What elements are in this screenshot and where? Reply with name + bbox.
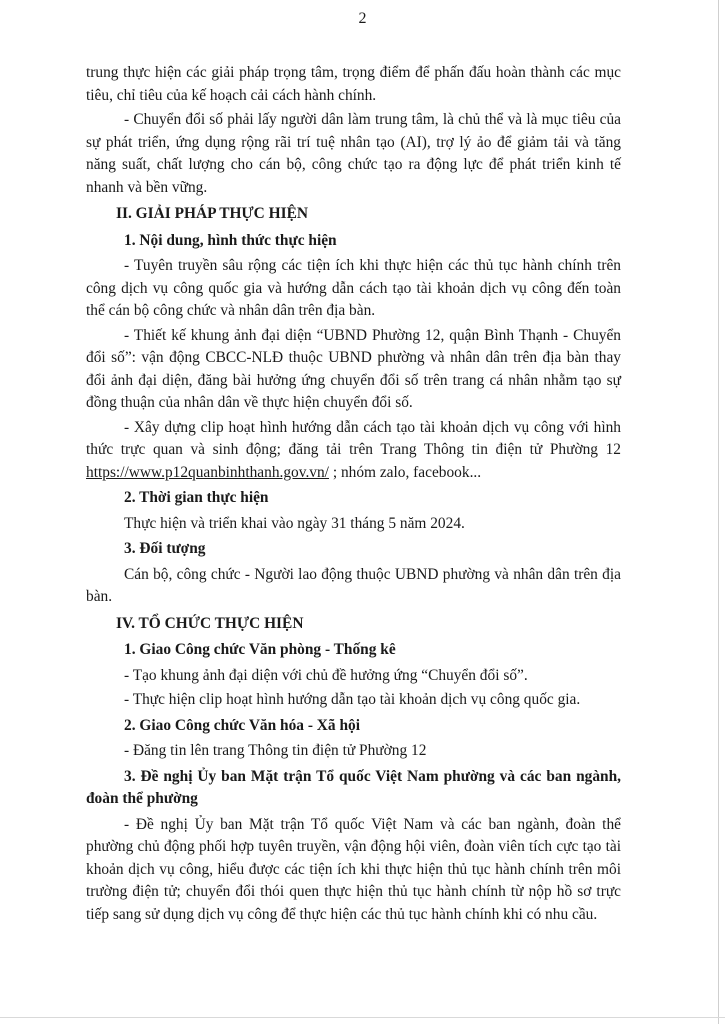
subheading-culture-society: 2. Giao Công chức Văn hóa - Xã hội (124, 716, 360, 734)
page-number: 2 (358, 10, 367, 27)
paragraph-avatar-task: - Tạo khung ảnh đại diện với chủ đề hưởng ứng “Chuyển đổi số”. (124, 666, 528, 684)
subheading-office-statistics: 1. Giao Công chức Văn phòng - Thống kê (124, 641, 396, 658)
paragraph-clip-task: - Thực hiện clip hoạt hình hướng dẫn tạo tài khoản dịch vụ công quốc gia. (124, 691, 581, 708)
paragraph-target: Cán bộ, công chức - Người lao động thuộc UBND phường và nhân dân trên địa bàn. (86, 565, 621, 605)
subheading-front-committee: 3. Đề nghị Ủy ban Mặt trận Tổ quốc Việt Nam phường và các ban ngành, đoàn thể phường (86, 767, 621, 807)
website-link[interactable]: https://www.p12quanbinhthanh.gov.vn/ (86, 463, 329, 481)
paragraph-front-committee: - Đề nghị Ủy ban Mặt trận Tổ quốc Việt Nam và các ban ngành, đoàn thể phường chủ động phối hợp tuyên truyền, vận động hội viên, đoàn viên tích cực tạo tài khoản dịch vụ công, hiểu được các tiện ích khi thực hiện thủ tục hành chính trên môi trường điện tử; chuyển đổi thói quen thực hiện thủ tục hành chính từ nộp hồ sơ trực tiếp sang sử dụng dịch vụ công để thực hiện các thủ tục hành chính khi có nhu cầu. (86, 815, 621, 923)
scan-edge-line (718, 0, 719, 1024)
paragraph-continuation: trung thực hiện các giải pháp trọng tâm, trọng điểm để phấn đấu hoàn thành các mục tiêu, chỉ tiêu của kế hoạch cải cách hành chính. (86, 64, 621, 104)
subheading-content-form: 1. Nội dung, hình thức thực hiện (124, 231, 337, 249)
paragraph-propaganda: - Tuyên truyền sâu rộng các tiện ích khi thực hiện các thủ tục hành chính trên công dịch vụ công quốc gia và hướng dẫn cách tạo tài khoản dịch vụ công đến toàn thể cán bộ công chức và nhân dân trên địa bàn. (86, 257, 621, 319)
paragraph-post-task: - Đăng tin lên trang Thông tin điện tử Phường 12 (124, 742, 427, 759)
section-heading-organization: IV. TỔ CHỨC THỰC HIỆN (116, 614, 304, 632)
paragraph-avatar-frame: - Thiết kế khung ảnh đại diện “UBND Phường 12, quận Bình Thạnh - Chuyển đổi số”: vận động CBCC-NLĐ thuộc UBND phường và nhân dân trên địa bàn thay đổi ảnh đại diện, đăng bài hưởng ứng chuyển đổi số trên trang cá nhân nhằm tạo sự đồng thuận của nhân dân về thực hiện chuyển đổi số. (86, 326, 621, 411)
subheading-target: 3. Đối tượng (124, 540, 206, 557)
document-body (86, 62, 621, 928)
section-heading-solutions: II. GIẢI PHÁP THỰC HIỆN (116, 205, 308, 222)
paragraph-time: Thực hiện và triển khai vào ngày 31 tháng 5 năm 2024. (124, 514, 465, 532)
clip-text-tail: ; nhóm zalo, facebook... (328, 463, 482, 481)
subheading-time: 2. Thời gian thực hiện (124, 489, 269, 506)
clip-text: - Xây dựng clip hoạt hình hướng dẫn cách tạo tài khoản dịch vụ công với hình thức trực quan và sinh động; đăng tải trên Trang Thông tin điện tử Phường 12 (86, 418, 621, 458)
paragraph-digital-transformation: - Chuyển đổi số phải lấy người dân làm trung tâm, là chủ thể và là mục tiêu của sự phát triển, ứng dụng rộng rãi trí tuệ nhân tạo (AI), trợ lý ảo để giảm tải và tăng năng suất, chất lượng cho cán bộ, công chức tạo ra động lực để phát triển kinh tế nhanh và bền vững. (86, 111, 621, 196)
scan-bottom-line (0, 1017, 725, 1018)
paragraph-animation-clip (86, 417, 621, 485)
